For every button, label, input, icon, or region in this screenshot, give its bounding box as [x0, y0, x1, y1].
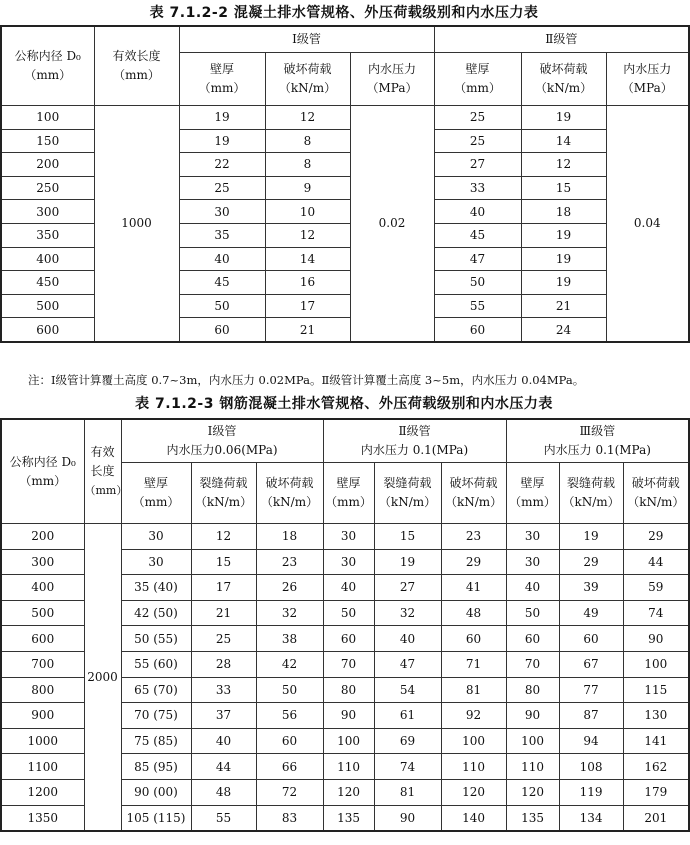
header-pressure-label: 内水压力 [368, 62, 417, 76]
cell-diameter: 300 [1, 549, 84, 575]
cell-g1-wall: 55 (60) [121, 651, 191, 677]
cell-g1-load: 56 [256, 703, 323, 729]
cell-g1-pressure: 0.02 [350, 106, 434, 342]
header-wall-label: 壁厚 [336, 476, 361, 490]
header-grade1 [121, 419, 323, 463]
cell-g3-wall: 60 [506, 626, 559, 652]
cell-g1-load: 38 [256, 626, 323, 652]
cell-g1-wall: 25 [179, 176, 265, 200]
cell-diameter: 200 [1, 153, 94, 177]
header-length-label-a: 有效 [90, 445, 115, 459]
header-crack-label: 裂缝荷载 [567, 476, 616, 490]
cell-g3-load: 201 [623, 805, 689, 831]
header-load-unit: （kN/m） [534, 81, 593, 95]
cell-g1-crack: 28 [191, 651, 256, 677]
header-g2-crack [374, 463, 441, 524]
cell-g2-load: 60 [441, 626, 506, 652]
cell-g1-crack: 17 [191, 575, 256, 601]
cell-g2-crack: 15 [374, 524, 441, 550]
header-wall-label: 壁厚 [209, 62, 234, 76]
cell-g1-crack: 55 [191, 805, 256, 831]
header-diameter-unit: （mm） [24, 68, 72, 82]
cell-g1-load: 42 [256, 651, 323, 677]
header-g1-crack [191, 463, 256, 524]
cell-diameter: 450 [1, 271, 94, 295]
cell-g1-wall: 65 (70) [121, 677, 191, 703]
header-diameter-label: 公称内径 D₀ [9, 454, 76, 469]
cell-g1-crack: 40 [191, 728, 256, 754]
cell-g2-crack: 74 [374, 754, 441, 780]
cell-g2-wall: 25 [434, 106, 521, 130]
header-g1-pressure [350, 53, 434, 106]
header-grade2 [323, 419, 506, 463]
header-wall-unit: （mm） [454, 81, 501, 95]
cell-diameter: 150 [1, 129, 94, 153]
cell-g3-crack: 134 [559, 805, 623, 831]
cell-g2-load: 100 [441, 728, 506, 754]
header-grade1-pressure: 内水压力0.06(MPa) [166, 443, 278, 457]
cell-g1-load: 60 [256, 728, 323, 754]
cell-g2-pressure: 0.04 [606, 106, 689, 342]
header-length-label-b: 长度 [90, 464, 115, 478]
cell-g2-load: 81 [441, 677, 506, 703]
header-g1-load [265, 53, 350, 106]
header-g2-load [521, 53, 606, 106]
header-wall-label: 壁厚 [520, 476, 545, 490]
cell-g1-wall: 19 [179, 106, 265, 130]
cell-g1-wall: 70 (75) [121, 703, 191, 729]
cell-g1-load: 83 [256, 805, 323, 831]
cell-g1-load: 26 [256, 575, 323, 601]
cell-g2-crack: 19 [374, 549, 441, 575]
header-diameter-unit: （mm） [19, 473, 67, 488]
cell-g1-wall: 40 [179, 247, 265, 271]
cell-g3-crack: 67 [559, 651, 623, 677]
cell-g2-load: 110 [441, 754, 506, 780]
cell-g2-wall: 55 [434, 294, 521, 318]
cell-g1-wall: 75 (85) [121, 728, 191, 754]
header-grade3-label: Ⅲ级管 [579, 424, 616, 438]
cell-diameter: 800 [1, 677, 84, 703]
cell-g3-wall: 30 [506, 524, 559, 550]
header-wall-unit: （mm） [325, 495, 372, 509]
cell-g2-crack: 47 [374, 651, 441, 677]
cell-g2-load: 120 [441, 779, 506, 805]
cell-diameter: 250 [1, 176, 94, 200]
cell-g1-wall: 45 [179, 271, 265, 295]
cell-g1-crack: 25 [191, 626, 256, 652]
cell-g2-load: 19 [521, 271, 606, 295]
cell-g1-wall: 19 [179, 129, 265, 153]
header-diameter [1, 419, 84, 524]
cell-g1-wall: 105 (115) [121, 805, 191, 831]
cell-g1-wall: 35 (40) [121, 575, 191, 601]
cell-g2-wall: 80 [323, 677, 374, 703]
header-length-unit: （mm） [84, 484, 128, 497]
cell-g2-crack: 69 [374, 728, 441, 754]
cell-g3-crack: 49 [559, 600, 623, 626]
cell-g1-load: 21 [265, 318, 350, 342]
cell-g1-wall: 50 (55) [121, 626, 191, 652]
cell-g3-load: 44 [623, 549, 689, 575]
header-grade2-label: Ⅱ级管 [398, 424, 431, 438]
header-wall-unit: （mm） [509, 495, 556, 509]
cell-g2-wall: 60 [434, 318, 521, 342]
cell-g3-load: 59 [623, 575, 689, 601]
cell-g1-crack: 33 [191, 677, 256, 703]
cell-g2-load: 71 [441, 651, 506, 677]
header-pressure-unit: （MPa） [621, 81, 673, 95]
cell-g3-crack: 94 [559, 728, 623, 754]
header-g1-load [256, 463, 323, 524]
header-g3-crack [559, 463, 623, 524]
cell-g1-crack: 44 [191, 754, 256, 780]
cell-g2-load: 140 [441, 805, 506, 831]
cell-g3-wall: 90 [506, 703, 559, 729]
cell-g2-wall: 110 [323, 754, 374, 780]
cell-g1-wall: 42 (50) [121, 600, 191, 626]
table1-drainage-pipe [0, 25, 690, 343]
header-wall-label: 壁厚 [465, 62, 490, 76]
cell-g2-crack: 40 [374, 626, 441, 652]
cell-g2-load: 48 [441, 600, 506, 626]
cell-g3-crack: 87 [559, 703, 623, 729]
table1-note: 注：Ⅰ级管计算覆土高度 0.7~3m，内水压力 0.02MPa。Ⅱ级管计算覆土高度 3~5m，内水压力 0.04MPa。 [28, 373, 585, 387]
cell-g1-wall: 85 (95) [121, 754, 191, 780]
cell-g2-load: 21 [521, 294, 606, 318]
header-crack-unit: （kN/m） [378, 495, 437, 509]
cell-g1-crack: 21 [191, 600, 256, 626]
cell-g3-crack: 39 [559, 575, 623, 601]
cell-g1-load: 12 [265, 223, 350, 247]
header-g3-load [623, 463, 689, 524]
cell-g3-load: 100 [623, 651, 689, 677]
header-length-label: 有效长度 [112, 49, 161, 63]
cell-g1-wall: 60 [179, 318, 265, 342]
cell-diameter: 100 [1, 106, 94, 130]
cell-diameter: 1350 [1, 805, 84, 831]
cell-diameter: 600 [1, 626, 84, 652]
header-load-unit: （kN/m） [627, 495, 685, 509]
cell-g3-load: 115 [623, 677, 689, 703]
cell-g3-load: 162 [623, 754, 689, 780]
cell-g3-crack: 60 [559, 626, 623, 652]
cell-g1-load: 50 [256, 677, 323, 703]
cell-g1-load: 72 [256, 779, 323, 805]
cell-g3-crack: 29 [559, 549, 623, 575]
cell-diameter: 200 [1, 524, 84, 550]
header-load-label: 破坏荷载 [449, 476, 498, 490]
cell-g2-load: 14 [521, 129, 606, 153]
header-length-unit: （mm） [113, 68, 160, 82]
header-grade2: Ⅱ级管 [434, 26, 689, 53]
cell-g1-load: 18 [256, 524, 323, 550]
header-g1-wall [179, 53, 265, 106]
header-grade1: Ⅰ级管 [179, 26, 434, 53]
header-load-label: 破坏荷载 [283, 62, 332, 76]
cell-g1-load: 9 [265, 176, 350, 200]
header-load-unit: （kN/m） [260, 495, 319, 509]
cell-g2-load: 41 [441, 575, 506, 601]
cell-g3-wall: 30 [506, 549, 559, 575]
header-grade2-pressure: 内水压力 0.1(MPa) [360, 443, 469, 457]
cell-g3-load: 130 [623, 703, 689, 729]
cell-g1-crack: 37 [191, 703, 256, 729]
cell-g3-crack: 19 [559, 524, 623, 550]
cell-g2-wall: 25 [434, 129, 521, 153]
cell-g3-load: 90 [623, 626, 689, 652]
cell-g2-wall: 50 [434, 271, 521, 295]
table2-reinforced-pipe [0, 418, 690, 832]
cell-g2-wall: 45 [434, 223, 521, 247]
cell-g3-wall: 135 [506, 805, 559, 831]
cell-g2-wall: 70 [323, 651, 374, 677]
cell-g2-wall: 60 [323, 626, 374, 652]
cell-g3-load: 29 [623, 524, 689, 550]
cell-diameter: 500 [1, 600, 84, 626]
header-load-label: 破坏荷载 [265, 476, 314, 490]
header-grade3 [506, 419, 689, 463]
cell-diameter: 400 [1, 247, 94, 271]
cell-g1-load: 23 [256, 549, 323, 575]
cell-g1-wall: 30 [121, 549, 191, 575]
table-row [1, 524, 689, 550]
cell-g2-load: 18 [521, 200, 606, 224]
cell-g1-load: 17 [265, 294, 350, 318]
header-load-unit: （kN/m） [278, 81, 337, 95]
header-g2-load [441, 463, 506, 524]
cell-diameter: 1200 [1, 779, 84, 805]
header-g2-pressure [606, 53, 689, 106]
header-diameter [1, 26, 94, 106]
cell-g2-load: 19 [521, 247, 606, 271]
cell-g1-wall: 30 [179, 200, 265, 224]
cell-g1-load: 12 [265, 106, 350, 130]
cell-length: 2000 [84, 524, 121, 832]
cell-g3-wall: 80 [506, 677, 559, 703]
header-load-unit: （kN/m） [444, 495, 503, 509]
cell-g1-wall: 30 [121, 524, 191, 550]
header-load-label: 破坏荷载 [539, 62, 588, 76]
cell-g1-wall: 22 [179, 153, 265, 177]
cell-g2-wall: 30 [323, 524, 374, 550]
table-row [1, 106, 689, 130]
cell-diameter: 600 [1, 318, 94, 342]
cell-g2-crack: 32 [374, 600, 441, 626]
header-crack-label: 裂缝荷载 [199, 476, 248, 490]
header-pressure-unit: （MPa） [366, 81, 418, 95]
header-g3-wall [506, 463, 559, 524]
header-length [94, 26, 179, 106]
cell-g3-wall: 40 [506, 575, 559, 601]
cell-diameter: 700 [1, 651, 84, 677]
header-grade3-pressure: 内水压力 0.1(MPa) [543, 443, 651, 457]
cell-g2-crack: 81 [374, 779, 441, 805]
header-grade1-label: Ⅰ级管 [207, 424, 237, 438]
cell-g1-crack: 12 [191, 524, 256, 550]
cell-g1-wall: 35 [179, 223, 265, 247]
cell-g3-crack: 119 [559, 779, 623, 805]
cell-diameter: 1000 [1, 728, 84, 754]
header-wall-label: 壁厚 [143, 476, 168, 490]
cell-diameter: 400 [1, 575, 84, 601]
cell-g3-load: 141 [623, 728, 689, 754]
cell-g3-load: 74 [623, 600, 689, 626]
header-g2-wall [434, 53, 521, 106]
cell-g1-crack: 48 [191, 779, 256, 805]
cell-g3-wall: 100 [506, 728, 559, 754]
cell-g2-wall: 40 [323, 575, 374, 601]
cell-g2-wall: 30 [323, 549, 374, 575]
cell-g2-load: 23 [441, 524, 506, 550]
cell-diameter: 350 [1, 223, 94, 247]
cell-g3-wall: 70 [506, 651, 559, 677]
cell-g1-load: 8 [265, 153, 350, 177]
cell-diameter: 300 [1, 200, 94, 224]
cell-g3-load: 179 [623, 779, 689, 805]
cell-g2-wall: 47 [434, 247, 521, 271]
header-crack-label: 裂缝荷载 [383, 476, 432, 490]
cell-g2-load: 19 [521, 106, 606, 130]
table2-title: 表 7.1.2-3 钢筋混凝土排水管规格、外压荷载级别和内水压力表 [135, 396, 553, 412]
cell-g2-wall: 120 [323, 779, 374, 805]
header-g1-wall [121, 463, 191, 524]
header-crack-unit: （kN/m） [194, 495, 253, 509]
cell-diameter: 1100 [1, 754, 84, 780]
cell-g1-load: 10 [265, 200, 350, 224]
cell-g1-wall: 90 (00) [121, 779, 191, 805]
cell-g1-load: 32 [256, 600, 323, 626]
cell-g2-wall: 90 [323, 703, 374, 729]
cell-g2-crack: 54 [374, 677, 441, 703]
header-pressure-label: 内水压力 [623, 62, 672, 76]
header-wall-unit: （mm） [198, 81, 246, 95]
cell-g2-load: 15 [521, 176, 606, 200]
cell-g3-crack: 108 [559, 754, 623, 780]
header-load-label: 破坏荷载 [631, 476, 680, 490]
cell-g1-load: 8 [265, 129, 350, 153]
cell-g1-load: 16 [265, 271, 350, 295]
cell-g2-wall: 27 [434, 153, 521, 177]
cell-g2-wall: 40 [434, 200, 521, 224]
cell-g2-crack: 61 [374, 703, 441, 729]
cell-g2-load: 12 [521, 153, 606, 177]
cell-g3-wall: 50 [506, 600, 559, 626]
cell-g2-wall: 100 [323, 728, 374, 754]
header-wall-unit: （mm） [132, 495, 180, 509]
cell-g1-crack: 15 [191, 549, 256, 575]
cell-g2-crack: 90 [374, 805, 441, 831]
cell-g2-wall: 50 [323, 600, 374, 626]
cell-g2-crack: 27 [374, 575, 441, 601]
cell-length: 1000 [94, 106, 179, 342]
cell-diameter: 500 [1, 294, 94, 318]
table1-body [1, 106, 689, 342]
header-crack-unit: （kN/m） [562, 495, 620, 509]
table1-title: 表 7.1.2-2 混凝土排水管规格、外压荷载级别和内水压力表 [149, 5, 539, 21]
cell-g1-wall: 50 [179, 294, 265, 318]
cell-g2-load: 92 [441, 703, 506, 729]
cell-g3-crack: 77 [559, 677, 623, 703]
cell-diameter: 900 [1, 703, 84, 729]
cell-g2-load: 19 [521, 223, 606, 247]
cell-g3-wall: 120 [506, 779, 559, 805]
header-g2-wall [323, 463, 374, 524]
cell-g2-wall: 33 [434, 176, 521, 200]
header-diameter-label: 公称内径 D₀ [14, 49, 81, 63]
cell-g2-load: 24 [521, 318, 606, 342]
cell-g2-load: 29 [441, 549, 506, 575]
cell-g1-load: 14 [265, 247, 350, 271]
cell-g3-wall: 110 [506, 754, 559, 780]
header-length [84, 419, 128, 524]
cell-g1-load: 66 [256, 754, 323, 780]
table2-body [1, 524, 689, 832]
cell-g2-wall: 135 [323, 805, 374, 831]
